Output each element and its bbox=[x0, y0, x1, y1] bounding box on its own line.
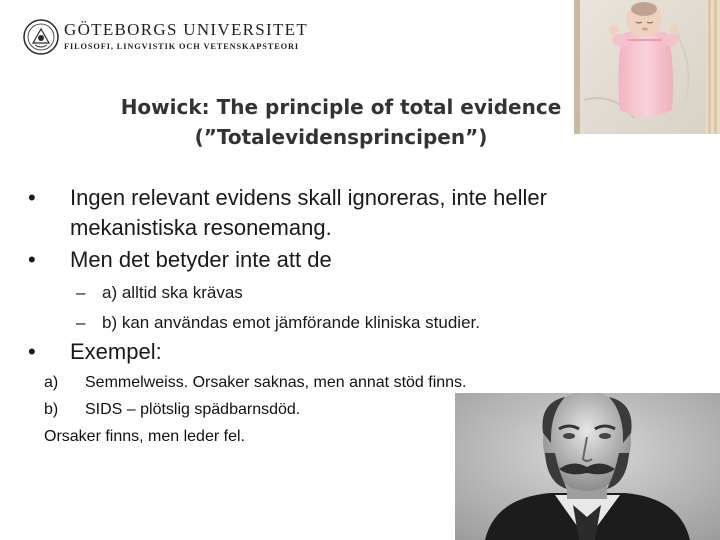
slide-title bbox=[80, 92, 602, 152]
bullet-list-item bbox=[70, 245, 332, 275]
bullet-dot: • bbox=[28, 185, 36, 210]
bullet-list-item bbox=[70, 183, 547, 243]
bullet-dot: • bbox=[28, 247, 36, 272]
bullet-text-line: Men det betyder inte att de bbox=[70, 247, 332, 272]
example-item: SIDS – plötslig spädbarnsdöd. bbox=[85, 401, 301, 418]
example-marker: a) bbox=[44, 374, 59, 391]
sub-bullet-item: a) alltid ska krävas bbox=[102, 283, 243, 302]
sub-bullet-dash: – bbox=[76, 283, 86, 302]
university-seal-icon bbox=[23, 19, 59, 55]
bullet-text-line: Ingen relevant evidens skall ignoreras, inte heller bbox=[70, 185, 547, 210]
semmelweis-portrait bbox=[455, 393, 720, 540]
title-line-1: Howick: The principle of total evidence bbox=[120, 95, 562, 119]
university-name: GÖTEBORGS UNIVERSITET bbox=[64, 20, 309, 39]
example-item: Semmelweiss. Orsaker saknas, men annat stöd finns. bbox=[85, 374, 467, 391]
title-line-2: (”Totalevidensprincipen”) bbox=[194, 125, 488, 149]
example-label: Exempel: bbox=[70, 339, 162, 364]
sub-bullet-item: b) kan användas emot jämförande kliniska studier. bbox=[102, 313, 480, 332]
example-note: Orsaker finns, men leder fel. bbox=[44, 428, 245, 445]
bullet-dot: • bbox=[28, 339, 36, 364]
bullet-text-line: mekanistiska resonemang. bbox=[70, 215, 332, 240]
university-logo bbox=[18, 16, 318, 60]
example-marker: b) bbox=[44, 401, 59, 418]
sub-bullet-dash: – bbox=[76, 313, 86, 332]
department-name: FILOSOFI, LINGVISTIK OCH VETENSKAPSTEORI bbox=[64, 42, 300, 51]
